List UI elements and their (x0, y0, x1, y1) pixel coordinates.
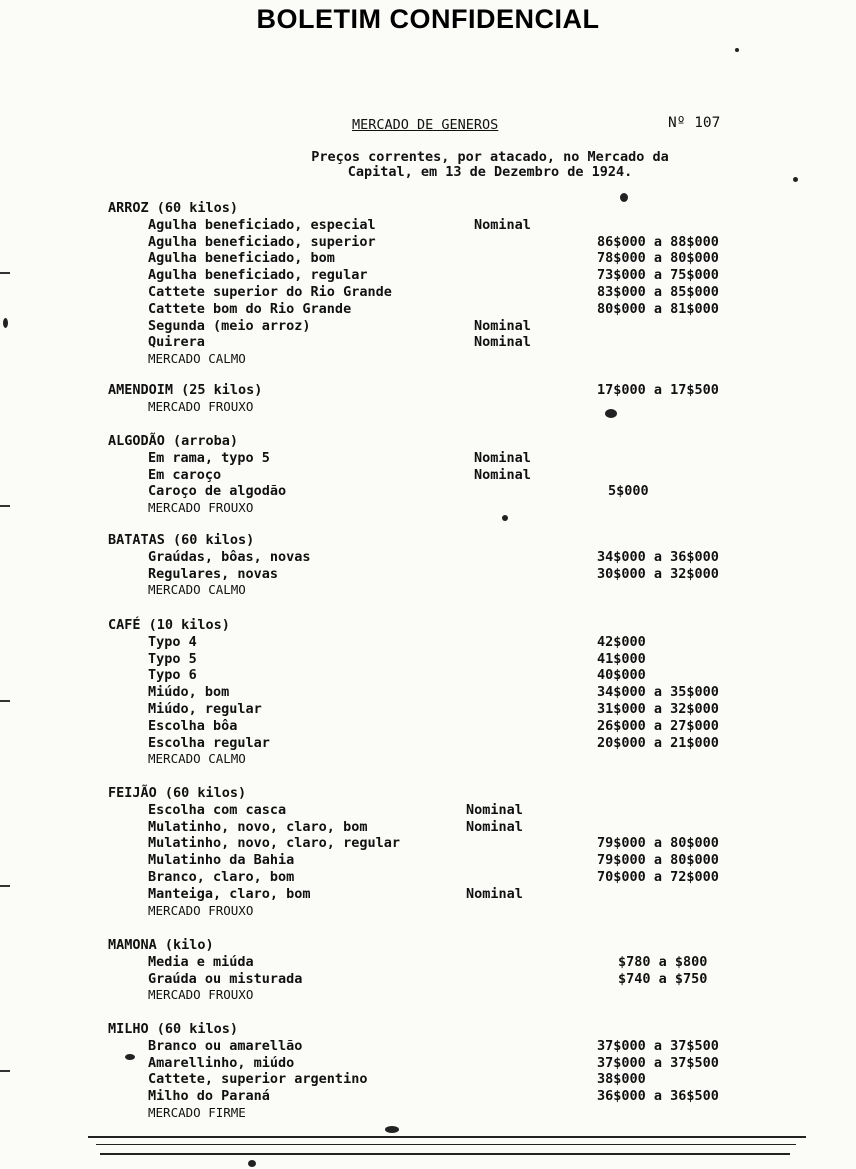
section-heading: CAFÉ (10 kilos) (108, 617, 230, 633)
bulletin-title: BOLETIM CONFIDENCIAL (256, 4, 600, 34)
item-name: Cattete, superior argentino (148, 1071, 368, 1088)
edge-mark (0, 505, 10, 507)
section-cafe (0, 617, 856, 768)
item-name: Branco ou amarellão (148, 1037, 303, 1054)
item-price: 17$000 a 17$500 (597, 382, 719, 398)
item-nominal: Nominal (474, 466, 531, 483)
item-price: 70$000 a 72$000 (597, 868, 719, 885)
item-nominal: Nominal (466, 801, 523, 818)
item-price: 80$000 a 81$000 (597, 300, 719, 317)
ink-speck (605, 409, 617, 418)
section-heading: AMENDOIM (25 kilos) (108, 382, 263, 398)
ink-speck (620, 193, 628, 202)
item-price: 34$000 a 35$000 (597, 684, 719, 701)
section-heading: BATATAS (60 kilos) (108, 532, 255, 548)
item-name: Agulha beneficiado, especial (148, 216, 376, 233)
item-name: Escolha bôa (148, 717, 238, 734)
item-name: Typo 4 (148, 633, 197, 650)
section-heading: MAMONA (kilo) (108, 937, 214, 953)
section-mamona (0, 937, 856, 1004)
market-status: MERCADO FROUXO (148, 500, 254, 516)
market-status: MERCADO CALMO (148, 351, 246, 367)
item-name: Graúdas, bôas, novas (148, 548, 311, 565)
market-status: MERCADO FIRME (148, 1104, 246, 1120)
subtitle-line: Preços correntes, por atacado, no Mercado da (311, 149, 669, 165)
item-nominal: Nominal (474, 216, 531, 233)
item-name: Mulatinho da Bahia (148, 852, 295, 869)
ink-speck (735, 48, 739, 52)
item-price: 79$000 a 80$000 (597, 835, 719, 852)
item-price: 34$000 a 36$000 (597, 548, 719, 565)
item-name: Agulha beneficiado, superior (148, 233, 376, 250)
item-name: Milho do Paraná (148, 1088, 270, 1105)
item-price: 73$000 a 75$000 (597, 267, 719, 284)
section-milho (0, 1021, 856, 1122)
item-name: Quirera (148, 334, 205, 351)
item-price: 40$000 (597, 667, 646, 684)
subtitle-line: Capital, em 13 de Dezembro de 1924. (347, 164, 633, 180)
item-name: Media e miúda (148, 953, 254, 970)
item-price: 41$000 (597, 650, 646, 667)
item-name: Graúda ou misturada (148, 970, 303, 987)
market-status: MERCADO FROUXO (148, 398, 254, 414)
item-price: 5$000 (608, 483, 649, 500)
section-amendoim (0, 382, 856, 416)
section-heading: ALGODÃO (arroba) (108, 433, 239, 449)
item-name: Cattete superior do Rio Grande (148, 283, 392, 300)
item-nominal: Nominal (474, 334, 531, 351)
price-subtitle (240, 150, 740, 180)
item-nominal: Nominal (466, 885, 523, 902)
item-name: Escolha com casca (148, 801, 287, 818)
item-price: 42$000 (597, 633, 646, 650)
item-name: Typo 6 (148, 667, 197, 684)
item-price: 79$000 a 80$000 (597, 852, 719, 869)
ink-speck (502, 515, 508, 521)
item-name: Branco, claro, bom (148, 868, 295, 885)
item-name: Cattete bom do Rio Grande (148, 300, 352, 317)
market-status: MERCADO FROUXO (148, 902, 254, 918)
item-name: Mulatinho, novo, claro, regular (148, 835, 400, 852)
item-price: 36$000 a 36$500 (597, 1088, 719, 1105)
section-heading: FEIJÃO (60 kilos) (108, 785, 247, 801)
item-price: 31$000 a 32$000 (597, 700, 719, 717)
item-price: 86$000 a 88$000 (597, 233, 719, 250)
edge-mark (0, 272, 10, 274)
ink-speck (125, 1054, 135, 1060)
market-title: MERCADO DE GENEROS (352, 117, 499, 133)
item-name: Manteiga, claro, bom (148, 885, 311, 902)
item-price: 83$000 a 85$000 (597, 283, 719, 300)
ink-speck (3, 318, 8, 328)
item-name: Typo 5 (148, 650, 197, 667)
market-status: MERCADO FROUXO (148, 987, 254, 1003)
section-arroz (0, 200, 856, 368)
edge-mark (0, 700, 10, 702)
item-price: 37$000 a 37$500 (597, 1054, 719, 1071)
section-heading: ARROZ (60 kilos) (108, 200, 239, 216)
section-heading: MILHO (60 kilos) (108, 1021, 239, 1037)
item-name: Caroço de algodão (148, 483, 287, 500)
ink-speck (248, 1160, 256, 1167)
item-name: Agulha beneficiado, bom (148, 250, 335, 267)
section-batatas (0, 532, 856, 599)
item-name: Miúdo, bom (148, 684, 230, 701)
bottom-rule (96, 1144, 796, 1145)
item-name: Regulares, novas (148, 565, 279, 582)
issue-number: Nº 107 (668, 115, 721, 131)
bottom-rule (88, 1136, 806, 1138)
item-name: Amarellinho, miúdo (148, 1054, 295, 1071)
item-name: Escolha regular (148, 734, 270, 751)
item-price: 37$000 a 37$500 (597, 1037, 719, 1054)
edge-mark (0, 1070, 10, 1072)
item-name: Em caroço (148, 466, 222, 483)
item-name: Em rama, typo 5 (148, 449, 270, 466)
item-name: Mulatinho, novo, claro, bom (148, 818, 368, 835)
item-name: Segunda (meio arroz) (148, 317, 311, 334)
bottom-rule (100, 1153, 790, 1155)
item-nominal: Nominal (474, 449, 531, 466)
item-price: 20$000 a 21$000 (597, 734, 719, 751)
item-price: 30$000 a 32$000 (597, 565, 719, 582)
edge-mark (0, 885, 10, 887)
section-feijao (0, 785, 856, 919)
item-nominal: Nominal (466, 818, 523, 835)
item-name: Agulha beneficiado, regular (148, 267, 368, 284)
ink-speck (793, 177, 798, 182)
item-price: 26$000 a 27$000 (597, 717, 719, 734)
market-status: MERCADO CALMO (148, 582, 246, 598)
item-nominal: Nominal (474, 317, 531, 334)
section-algodao (0, 433, 856, 517)
item-name: Miúdo, regular (148, 700, 262, 717)
item-price: 78$000 a 80$000 (597, 250, 719, 267)
item-price: 38$000 (597, 1071, 646, 1088)
item-price: $780 a $800 (618, 953, 708, 970)
ink-speck (385, 1126, 399, 1133)
market-status: MERCADO CALMO (148, 751, 246, 767)
item-price: $740 a $750 (618, 970, 708, 987)
